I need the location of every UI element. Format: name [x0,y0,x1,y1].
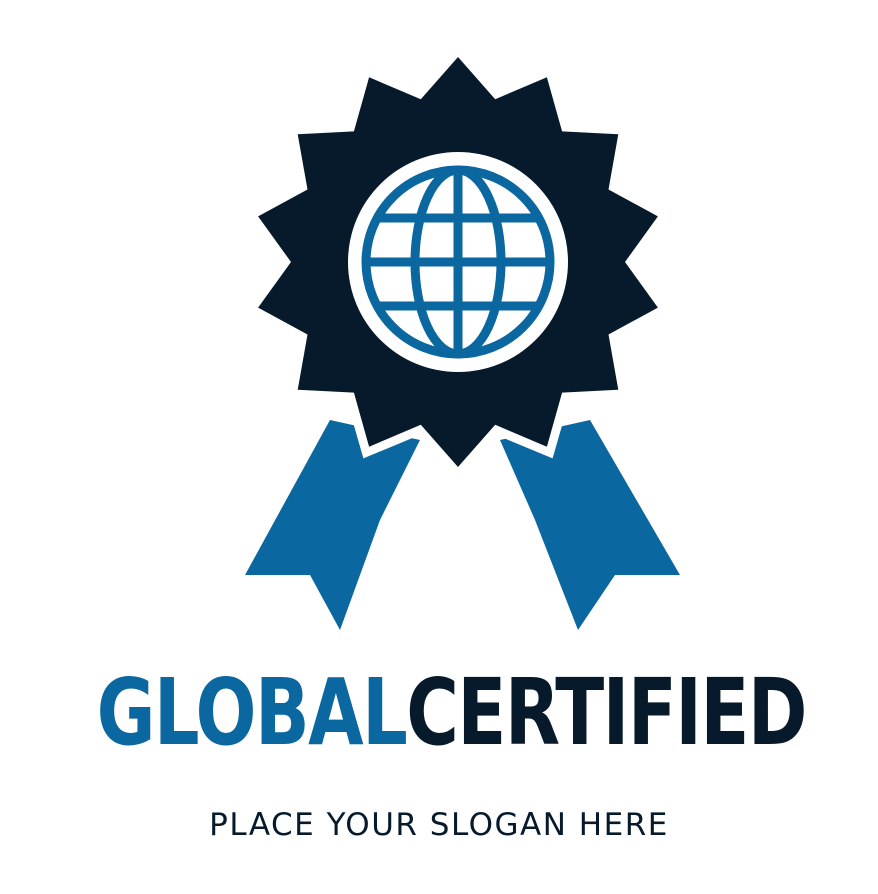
slogan: PLACE YOUR SLOGAN HERE [209,807,669,843]
brand-name [96,648,806,778]
brand-name-part-2: CERTIFIED [406,659,806,766]
globe-icon [366,170,550,354]
left-ribbon [245,420,420,630]
right-ribbon [500,420,680,630]
brand-name-part-1: GLOBAL [96,659,407,766]
